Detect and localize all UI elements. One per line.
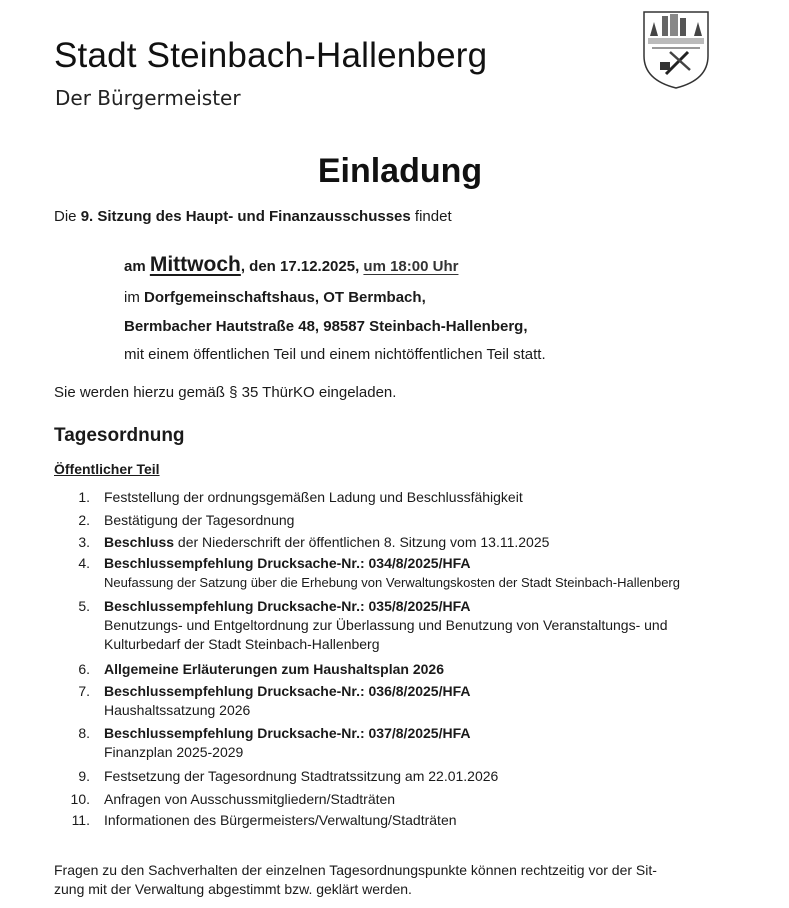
city-name: Stadt Steinbach-Hallenberg xyxy=(54,36,488,75)
meeting-time: um 18:00 Uhr xyxy=(363,258,459,275)
item-title xyxy=(104,660,774,679)
session-number: 9. xyxy=(80,208,94,225)
item-bold: Beschlussempfehlung Drucksache-Nr.: 036/8/2025/HFA xyxy=(104,683,471,699)
item-subtitle: Finanzplan 2025-2029 xyxy=(104,744,244,760)
item-title: Feststellung der ordnungsgemäßen Ladung und Beschlussfähigkeit xyxy=(104,489,523,505)
item-bold: Allgemeine Erläuterungen zum Haushaltsplan 2026 xyxy=(104,661,444,677)
intro-line xyxy=(54,208,452,225)
item-title xyxy=(104,682,774,720)
item-subtitle: Haushaltssatzung 2026 xyxy=(104,702,251,718)
item-number: 8. xyxy=(78,725,90,741)
footer-line-2: zung mit der Verwaltung abgestimmt bzw. geklärt werden. xyxy=(54,881,412,897)
footer-line-1: Fragen zu den Sachverhalten der einzelnen Tagesordnungspunkte können rechtzeitig vor der Sit- xyxy=(54,862,657,878)
meeting-date: , den 17.12.2025, xyxy=(240,258,364,275)
item-subtitle: Neufassung der Satzung über die Erhebung von Verwaltungskosten der Stadt Steinbach-Hallenberg xyxy=(104,575,680,590)
document-title: Einladung xyxy=(317,152,483,190)
venue-place xyxy=(124,289,426,306)
item-number: 11. xyxy=(71,812,90,828)
office-title: Der Bürgermeister xyxy=(55,86,241,110)
committee-name: Sitzung des Haupt- und Finanzausschusses xyxy=(93,208,411,225)
item-bold: Beschluss xyxy=(104,534,175,550)
intro-pre: Die xyxy=(54,208,81,225)
item-title: Informationen des Bürgermeisters/Verwaltung/Stadträten xyxy=(104,812,457,828)
item-number: 5. xyxy=(78,598,90,614)
meeting-weekday: Mittwoch xyxy=(149,253,241,276)
item-title: Festsetzung der Tagesordnung Stadtratssitzung am 22.01.2026 xyxy=(104,768,499,784)
meeting-datetime xyxy=(124,253,458,277)
legal-notice: Sie werden hierzu gemäß § 35 ThürKO eingeladen. xyxy=(54,384,397,401)
public-part-heading: Öffentlicher Teil xyxy=(54,461,160,477)
item-subtitle-2: Kulturbedarf der Stadt Steinbach-Hallenberg xyxy=(104,636,380,652)
item-number: 1. xyxy=(78,489,90,505)
item-title xyxy=(104,597,774,654)
item-number: 7. xyxy=(78,683,90,699)
item-number: 2. xyxy=(78,512,90,528)
item-title xyxy=(104,554,774,592)
item-subtitle: Benutzungs- und Entgeltordnung zur Überlassung und Benutzung von Veranstaltungs- und xyxy=(104,617,668,633)
coat-of-arms-icon xyxy=(640,8,712,90)
venue-address: Bermbacher Hautstraße 48, 98587 Steinbach-Hallenberg, xyxy=(124,318,528,335)
venue-parts: mit einem öffentlichen Teil und einem nichtöffentlichen Teil statt. xyxy=(124,346,546,363)
item-bold: Beschlussempfehlung Drucksache-Nr.: 035/8/2025/HFA xyxy=(104,598,471,614)
item-title: Anfragen von Ausschussmitgliedern/Stadträten xyxy=(104,791,396,807)
item-number: 6. xyxy=(78,661,90,677)
item-number: 4. xyxy=(78,555,90,571)
am-label: am xyxy=(124,258,150,275)
venue-pre: im xyxy=(124,289,144,306)
item-bold: Beschlussempfehlung Drucksache-Nr.: 037/8/2025/HFA xyxy=(104,725,471,741)
item-title: Bestätigung der Tagesordnung xyxy=(104,512,295,528)
item-title xyxy=(104,533,774,552)
agenda-heading: Tagesordnung xyxy=(54,425,185,446)
item-bold: Beschlussempfehlung Drucksache-Nr.: 034/8/2025/HFA xyxy=(104,555,471,571)
intro-post: findet xyxy=(410,208,452,225)
item-number: 9. xyxy=(78,768,90,784)
item-title xyxy=(104,724,774,762)
footer-note xyxy=(54,861,754,899)
item-number: 3. xyxy=(78,534,90,550)
venue-place-name: Dorfgemeinschaftshaus, OT Bermbach, xyxy=(144,289,426,306)
item-rest: der Niederschrift der öffentlichen 8. Sitzung vom 13.11.2025 xyxy=(174,534,550,550)
item-number: 10. xyxy=(70,791,90,807)
